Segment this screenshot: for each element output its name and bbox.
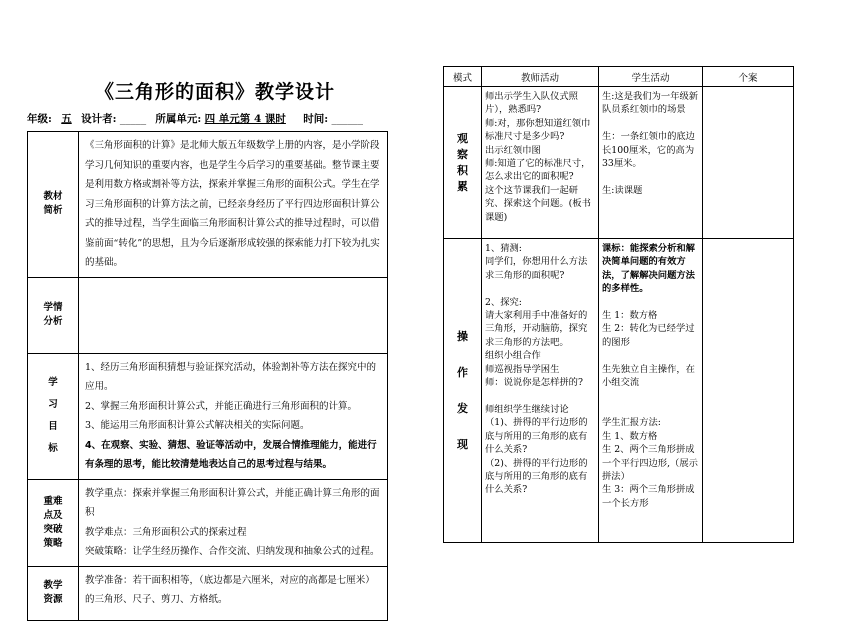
grade-label: 年级: [27, 113, 52, 125]
text-line [602, 296, 699, 309]
row-resources [28, 566, 388, 620]
text-line: 生:这是我们为一年级新队员系红领巾的场景 [602, 91, 699, 116]
student-cell [599, 87, 703, 239]
text-line: 生 1、数方格 [602, 430, 658, 442]
row-key-points [28, 479, 388, 566]
meta-line [27, 111, 363, 126]
text-line: 师:知道了它的标准尺寸，怎么求出它的面积呢? [485, 158, 591, 183]
header-student: 学生活动 [599, 67, 703, 87]
text-line: 生先独立自主操作，在小组交流 [602, 363, 695, 389]
text-line: 生 1：数方格 [602, 310, 658, 322]
row-objectives [28, 353, 388, 479]
text-line: 《三角形面积的计算》是北师大版五年级数学上册的内容，是小学阶段学习几何知识的重要内容，也是学生今后学习的重要基础。整节课主要是利用数方格或割补等方法，探索并掌握三角形的面积公式。学生在学习三角形面积的计算方法之前，已经亲身经历了平行四边形面积计算公式的推导过程，当学生面临三角形面积计算公式的推导过程时，可以借鉴前面“转化”的思想，且为今后逐渐形成较强的探索能力打下较为扎实的基础。 [85, 140, 380, 268]
unit-value: 四 单元第 4 课时 [204, 113, 286, 125]
label-line: 分析 [43, 316, 63, 327]
label-line: 学情 [43, 302, 63, 313]
row-label [28, 353, 79, 479]
row-learner-analysis [28, 277, 388, 353]
label-line: 学 [48, 377, 58, 388]
label-line: 资源 [43, 594, 63, 605]
row-label [28, 132, 79, 278]
header-row [444, 67, 794, 87]
grade-value: 五 [61, 113, 72, 125]
label-line: 观 [457, 131, 468, 145]
text-line: 请大家利用手中准备好的三角形，开动脑筋，探究求三角形的方法吧。 [485, 310, 588, 348]
text-line [485, 282, 595, 295]
text-line: 师:对，那你想知道红领巾标准尺寸是多少吗? [485, 117, 591, 143]
label-line: 察 [457, 147, 468, 161]
label-line: 习 [48, 399, 58, 410]
row-content [79, 353, 388, 479]
label-line: 积 [457, 163, 468, 177]
row-operate [444, 239, 794, 543]
label-line: 策略 [43, 537, 63, 549]
text-line [602, 389, 699, 402]
label-line: 标 [48, 443, 58, 454]
text-line [602, 349, 699, 362]
text-line: 1、猜测: [485, 243, 522, 254]
text-line: 教学准备：若干面积相等，（底边都是六厘米，对应的高都是七厘米）的三角形、尺子、剪刀、方格纸。 [85, 574, 375, 605]
lesson-info-table [27, 131, 388, 621]
teacher-cell [482, 87, 599, 239]
case-cell [703, 239, 794, 543]
text-line: 生 2、两个三角形拼成一个平行四边形,（展示拼法） [602, 444, 698, 482]
text-line: 组织小组合作 [485, 350, 541, 362]
designer-label: 设计者: [81, 113, 117, 125]
header-mode: 模式 [444, 67, 482, 87]
row-content [79, 132, 388, 278]
time-label: 时间: [303, 113, 329, 125]
text-line: 生 3：两个三角形拼成一个长方形 [602, 484, 695, 509]
text-line: 1、经历三角形面积猜想与验证探究活动，体验割补等方法在探究中的应用。 [85, 361, 377, 392]
label-line: 点及 [43, 509, 63, 521]
label-line: 简析 [43, 205, 63, 217]
label-line: 目 [48, 421, 58, 432]
text-line: 生：一条红领巾的底边长100厘米，它的高为33厘米。 [602, 131, 695, 170]
text-line: 师：说说你是怎样拼的? [485, 377, 583, 389]
row-label [28, 479, 79, 566]
text-line: 同学们，你想用什么方法求三角形的面积呢? [485, 256, 588, 281]
activity-table [443, 66, 794, 543]
mode-cell [444, 87, 482, 239]
text-line [602, 170, 699, 183]
text-line: 师巡视指导学困生 [485, 363, 560, 375]
text-line: （1)、拼得的平行边形的底与所用的三角形的底有什么关系? [485, 417, 588, 456]
text-line: 学生汇报方法: [602, 417, 661, 429]
text-line [485, 389, 595, 402]
row-textbook-analysis [28, 132, 388, 278]
text-line [602, 403, 699, 416]
text-line: （2)、拼得的平行边形的底与所用的三角形的底有什么关系? [485, 457, 588, 496]
row-observe [444, 87, 794, 239]
label-line: 教材 [43, 191, 63, 203]
text-line: 课标：能探索分析和解决简单问题的有效方法，了解解决问题方法的多样性。 [602, 243, 695, 295]
label-line: 累 [457, 179, 468, 193]
unit-label: 所属单元: [155, 113, 202, 125]
label-line: 操 [457, 329, 468, 343]
row-content [79, 566, 388, 620]
label-line: 发 [457, 401, 468, 415]
row-content [79, 479, 388, 566]
row-label [28, 277, 79, 353]
text-line: 这个这节课我们一起研究、探索这个问题。(板书课题) [485, 184, 591, 223]
text-line: 出示红领巾图 [485, 144, 541, 156]
teacher-cell [482, 239, 599, 543]
text-line: 3、能运用三角形面积计算公式解决相关的实际问题。 [85, 420, 310, 431]
label-line: 重难 [43, 495, 63, 507]
designer-value: _____ [119, 113, 147, 125]
text-line: 教学难点：三角形面积公式的探索过程 [85, 526, 247, 538]
label-line: 突破 [43, 523, 63, 535]
student-cell [599, 239, 703, 543]
label-line: 现 [457, 437, 468, 451]
header-teacher: 教师活动 [482, 67, 599, 87]
row-label [28, 566, 79, 620]
text-line: 师组织学生继续讨论 [485, 403, 569, 415]
label-line: 教学 [43, 580, 63, 591]
text-line: 生:读课题 [602, 184, 643, 196]
text-line: 4、在观察、实验、猜想、验证等活动中，发展合情推理能力，能进行有条理的思考，能比较清楚地表达自己的思考过程与结果。 [85, 439, 377, 470]
row-content [79, 277, 388, 353]
case-cell [703, 87, 794, 239]
text-line [602, 117, 699, 130]
document-title: 《三角形的面积》教学设计 [94, 81, 335, 103]
time-value: ______ [331, 113, 363, 125]
text-line: 2、掌握三角形面积计算公式，并能正确进行三角形面积的计算。 [85, 400, 358, 412]
text-line: 2、探究: [485, 296, 522, 308]
header-case: 个案 [703, 67, 794, 87]
text-line: 突破策略：让学生经历操作、合作交流、归纳发现和抽象公式的过程。 [85, 546, 380, 557]
text-line: 教学重点：探索并掌握三角形面积计算公式，并能正确计算三角形的面积 [85, 487, 380, 518]
label-line: 作 [457, 365, 468, 379]
mode-cell [444, 239, 482, 543]
text-line: 师出示学生入队仪式照片），熟悉吗? [485, 91, 578, 116]
text-line: 生 2：转化为已经学过的图形 [602, 323, 695, 348]
